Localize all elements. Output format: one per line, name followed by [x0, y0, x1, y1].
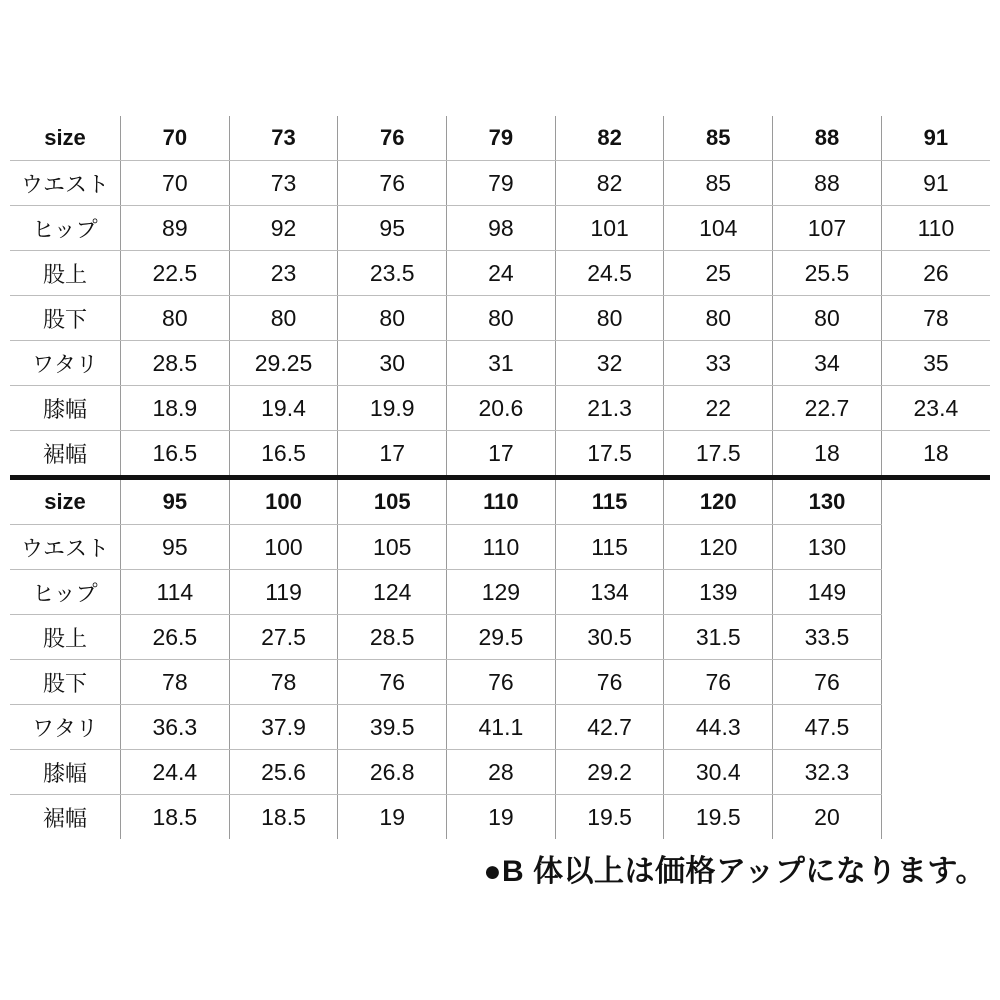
cell: 24 — [447, 251, 556, 296]
cell: 134 — [555, 570, 664, 615]
cell: 23 — [229, 251, 338, 296]
cell: 115 — [555, 525, 664, 570]
cell: 78 — [881, 296, 990, 341]
cell: 76 — [338, 161, 447, 206]
cell: 30 — [338, 341, 447, 386]
cell: 19 — [447, 795, 556, 840]
table-header-row — [10, 480, 990, 525]
cell: 29.25 — [229, 341, 338, 386]
cell: 70 — [121, 161, 230, 206]
row-label-hem: 裾幅 — [10, 431, 121, 476]
header-cell-120: 120 — [664, 480, 773, 525]
cell: 76 — [773, 660, 882, 705]
cell: 42.7 — [555, 705, 664, 750]
cell: 18 — [881, 431, 990, 476]
cell-empty — [881, 525, 990, 570]
header-cell-100: 100 — [229, 480, 338, 525]
table-row — [10, 750, 990, 795]
table-row — [10, 386, 990, 431]
row-label-knee: 膝幅 — [10, 750, 121, 795]
row-label-rise: 股上 — [10, 251, 121, 296]
table-row — [10, 161, 990, 206]
table-row — [10, 660, 990, 705]
header-cell-size: size — [10, 116, 121, 161]
cell: 104 — [664, 206, 773, 251]
cell: 124 — [338, 570, 447, 615]
table-header-row — [10, 116, 990, 161]
cell-empty — [881, 795, 990, 840]
cell: 98 — [447, 206, 556, 251]
cell: 21.3 — [555, 386, 664, 431]
cell: 80 — [229, 296, 338, 341]
cell: 19.4 — [229, 386, 338, 431]
cell: 88 — [773, 161, 882, 206]
row-label-thigh: ワタリ — [10, 341, 121, 386]
cell: 149 — [773, 570, 882, 615]
cell: 25 — [664, 251, 773, 296]
cell: 19.9 — [338, 386, 447, 431]
cell: 33 — [664, 341, 773, 386]
header-cell-110: 110 — [447, 480, 556, 525]
cell: 120 — [664, 525, 773, 570]
cell: 30.4 — [664, 750, 773, 795]
cell: 31.5 — [664, 615, 773, 660]
cell: 76 — [555, 660, 664, 705]
cell-empty — [881, 660, 990, 705]
cell: 25.6 — [229, 750, 338, 795]
row-label-hip: ヒップ — [10, 570, 121, 615]
cell: 17 — [447, 431, 556, 476]
cell: 26 — [881, 251, 990, 296]
cell: 28.5 — [338, 615, 447, 660]
cell: 110 — [881, 206, 990, 251]
cell: 76 — [664, 660, 773, 705]
cell: 17.5 — [664, 431, 773, 476]
cell: 89 — [121, 206, 230, 251]
cell: 27.5 — [229, 615, 338, 660]
cell: 47.5 — [773, 705, 882, 750]
cell: 16.5 — [229, 431, 338, 476]
cell: 17.5 — [555, 431, 664, 476]
header-cell-82: 82 — [555, 116, 664, 161]
cell: 17 — [338, 431, 447, 476]
row-label-inseam: 股下 — [10, 660, 121, 705]
cell: 34 — [773, 341, 882, 386]
cell: 95 — [121, 525, 230, 570]
row-label-waist: ウエスト — [10, 525, 121, 570]
cell: 28 — [447, 750, 556, 795]
row-label-hip: ヒップ — [10, 206, 121, 251]
table-row — [10, 525, 990, 570]
cell: 26.5 — [121, 615, 230, 660]
cell: 44.3 — [664, 705, 773, 750]
cell: 18.9 — [121, 386, 230, 431]
table-row — [10, 251, 990, 296]
size-tables-container — [10, 116, 990, 839]
cell: 23.5 — [338, 251, 447, 296]
cell: 22.5 — [121, 251, 230, 296]
cell: 105 — [338, 525, 447, 570]
header-cell-size: size — [10, 480, 121, 525]
cell-empty — [881, 750, 990, 795]
cell: 19.5 — [555, 795, 664, 840]
header-cell-85: 85 — [664, 116, 773, 161]
cell: 28.5 — [121, 341, 230, 386]
cell: 80 — [447, 296, 556, 341]
cell: 91 — [881, 161, 990, 206]
cell: 85 — [664, 161, 773, 206]
cell: 24.4 — [121, 750, 230, 795]
cell: 32.3 — [773, 750, 882, 795]
size-table-small — [10, 116, 990, 475]
cell: 18.5 — [121, 795, 230, 840]
cell: 20 — [773, 795, 882, 840]
cell-empty — [881, 570, 990, 615]
cell: 79 — [447, 161, 556, 206]
cell-empty — [881, 705, 990, 750]
cell: 16.5 — [121, 431, 230, 476]
header-cell-95: 95 — [121, 480, 230, 525]
cell: 107 — [773, 206, 882, 251]
cell: 114 — [121, 570, 230, 615]
row-label-knee: 膝幅 — [10, 386, 121, 431]
cell: 95 — [338, 206, 447, 251]
header-cell-79: 79 — [447, 116, 556, 161]
cell: 31 — [447, 341, 556, 386]
cell: 119 — [229, 570, 338, 615]
cell: 19.5 — [664, 795, 773, 840]
cell: 20.6 — [447, 386, 556, 431]
cell: 39.5 — [338, 705, 447, 750]
price-note: ●B 体以上は価格アップになります。 — [483, 855, 986, 888]
table-row — [10, 615, 990, 660]
row-label-hem: 裾幅 — [10, 795, 121, 840]
cell: 18 — [773, 431, 882, 476]
cell: 25.5 — [773, 251, 882, 296]
cell: 36.3 — [121, 705, 230, 750]
cell: 92 — [229, 206, 338, 251]
cell: 29.5 — [447, 615, 556, 660]
size-table-large — [10, 480, 990, 839]
cell: 73 — [229, 161, 338, 206]
size-table-small-body — [10, 116, 990, 475]
cell: 22.7 — [773, 386, 882, 431]
header-cell-70: 70 — [121, 116, 230, 161]
header-cell-76: 76 — [338, 116, 447, 161]
cell: 30.5 — [555, 615, 664, 660]
table-row — [10, 296, 990, 341]
cell: 101 — [555, 206, 664, 251]
cell-empty — [881, 615, 990, 660]
header-cell-130: 130 — [773, 480, 882, 525]
row-label-rise: 股上 — [10, 615, 121, 660]
table-row — [10, 341, 990, 386]
cell: 82 — [555, 161, 664, 206]
table-row — [10, 431, 990, 476]
cell: 80 — [555, 296, 664, 341]
table-row — [10, 795, 990, 840]
cell: 130 — [773, 525, 882, 570]
cell: 76 — [338, 660, 447, 705]
cell: 76 — [447, 660, 556, 705]
header-cell-91: 91 — [881, 116, 990, 161]
cell: 80 — [664, 296, 773, 341]
cell: 33.5 — [773, 615, 882, 660]
size-table-large-body — [10, 480, 990, 839]
row-label-thigh: ワタリ — [10, 705, 121, 750]
cell: 22 — [664, 386, 773, 431]
cell: 37.9 — [229, 705, 338, 750]
cell: 129 — [447, 570, 556, 615]
header-cell-empty — [881, 480, 990, 525]
table-row — [10, 206, 990, 251]
header-cell-88: 88 — [773, 116, 882, 161]
cell: 18.5 — [229, 795, 338, 840]
row-label-waist: ウエスト — [10, 161, 121, 206]
cell: 80 — [773, 296, 882, 341]
cell: 29.2 — [555, 750, 664, 795]
header-cell-115: 115 — [555, 480, 664, 525]
cell: 19 — [338, 795, 447, 840]
cell: 32 — [555, 341, 664, 386]
table-row — [10, 570, 990, 615]
header-cell-105: 105 — [338, 480, 447, 525]
cell: 26.8 — [338, 750, 447, 795]
cell: 110 — [447, 525, 556, 570]
cell: 23.4 — [881, 386, 990, 431]
cell: 78 — [121, 660, 230, 705]
cell: 41.1 — [447, 705, 556, 750]
cell: 24.5 — [555, 251, 664, 296]
row-label-inseam: 股下 — [10, 296, 121, 341]
cell: 80 — [121, 296, 230, 341]
header-cell-73: 73 — [229, 116, 338, 161]
cell: 78 — [229, 660, 338, 705]
cell: 100 — [229, 525, 338, 570]
cell: 80 — [338, 296, 447, 341]
cell: 35 — [881, 341, 990, 386]
cell: 139 — [664, 570, 773, 615]
table-row — [10, 705, 990, 750]
